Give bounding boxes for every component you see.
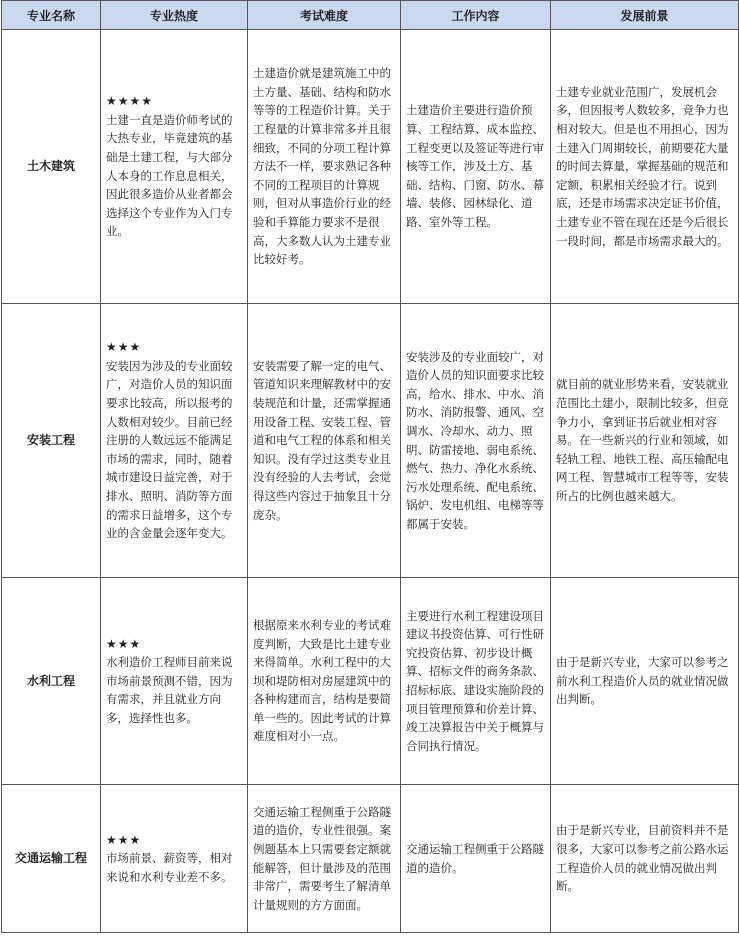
star-rating: ★★★: [106, 832, 142, 847]
header-prospects: 发展前景: [551, 1, 739, 30]
popularity-cell: [101, 578, 248, 785]
major-name: 安装工程: [2, 304, 101, 578]
prospect-cell: 土建专业就业范围广，发展机会多，但因报考人数较多，竞争力也相对较大。但是也不用担心，因为土建入门周期较长，前期要花大量的时间去算量，掌握基础的规范和定额，积累相关经验才行。说到底，还是市场需求决定证书价值，土建专业不管在现在还是今后很长一段时间，都是市场需求最大的。: [551, 30, 739, 304]
work-cell: 主要进行水利工程建设项目建议书投资估算、可行性研究投资估算、初步设计概算、招标文件的商务条款、招标标底、建设实施阶段的项目管理预算和价差计算、竣工决算报告中关于概算与合同执行情况。: [401, 578, 551, 785]
major-name: 水利工程: [2, 578, 101, 785]
popularity-cell: [101, 785, 248, 933]
difficulty-cell: 安装需要了解一定的电气、管道知识来理解教材中的安装规范和计量，还需掌握通用设备工程、安装工程、管道和电气工程的体系和相关知识。没有学过这类专业且没有经验的人去考试，会觉得这些内容过于抽象且十分庞杂。: [248, 304, 401, 578]
popularity-cell: [101, 30, 248, 304]
popularity-text: 市场前景、薪资等，相对来说和水利专业差不多。: [106, 851, 233, 884]
difficulty-cell: 交通运输工程侧重于公路隧道的造价，专业性很强。案例题基本上只需要套定额就能解答，但计量涉及的范围非常广，需要考生了解清单计量规则的方方面面。: [248, 785, 401, 933]
work-cell: 交通运输工程侧重于公路隧道的造价。: [401, 785, 551, 933]
difficulty-cell: 根据原来水利专业的考试难度判断，大致是比土建专业来得简单。水利工程中的大坝和堤防相对房屋建筑中的各种构建而言，结构是要简单一些的。因此考试的计算难度相对小一点。: [248, 578, 401, 785]
popularity-text: 水利造价工程师目前来说市场前景预测不错，因为有需求，并且就业方向多，选择性也多。: [106, 655, 233, 725]
popularity-cell: [101, 304, 248, 578]
table-row: [2, 785, 739, 933]
star-rating: ★★★★: [106, 94, 154, 109]
table-row: [2, 30, 739, 304]
header-row: [2, 1, 739, 30]
header-major-name: 专业名称: [2, 1, 101, 30]
popularity-text: 土建一直是造价师考试的大热专业，毕竟建筑的基础是土建工程，与大部分人本身的工作息息相关，因此很多造价从业者都会选择这个专业作为入门专业。: [106, 112, 233, 239]
star-rating: ★★★: [106, 636, 142, 651]
star-rating: ★★★: [106, 340, 142, 355]
comparison-table: [1, 0, 739, 933]
prospect-cell: 由于是新兴专业，大家可以参考之前水利工程造价人员的就业情况做出判断。: [551, 578, 739, 785]
table-row: [2, 304, 739, 578]
prospect-cell: 就目前的就业形势来看，安装就业范围比土建小，限制比较多，但竞争力小，拿到证书后就业相对容易。在一些新兴的行业和领域，如轻轨工程、地铁工程、高压输配电网工程、智慧城市工程等等，安装所占的比例也越来越大。: [551, 304, 739, 578]
work-cell: 土建造价主要进行造价预算、工程结算、成本监控、工程变更以及签证等进行审核等工作，涉及土方、基础、结构、门窗、防水、幕墙、装修、园林绿化、道路、室外等工程。: [401, 30, 551, 304]
prospect-cell: 由于是新兴专业，目前资料并不是很多，大家可以参考之前公路水运工程造价人员的就业情况做出判断。: [551, 785, 739, 933]
major-name: 土木建筑: [2, 30, 101, 304]
table-row: [2, 578, 739, 785]
popularity-text: 安装因为涉及的专业面较广，对造价人员的知识面要求比较高，所以报考的人数相对较少。目前已经注册的人数远远不能满足市场的需求，同时，随着城市建设日益完善，对于排水、照明、消防等方面的需求日益增多，这个专业的含金量会逐年变大。: [106, 358, 233, 541]
header-work-content: 工作内容: [401, 1, 551, 30]
header-exam-difficulty: 考试难度: [248, 1, 401, 30]
major-name: 交通运输工程: [2, 785, 101, 933]
difficulty-cell: 土建造价就是建筑施工中的土方量、基础、结构和防水等等的工程造价计算。关于工程量的计算非常多并且很细致，不同的分项工程计算方法不一样，要求熟记各种不同的工程项目的计算规则，但对从事造价行业的经验和手算能力要求不是很高，大多数人认为土建专业比较好考。: [248, 30, 401, 304]
header-popularity: 专业热度: [101, 1, 248, 30]
work-cell: 安装涉及的专业面较广，对造价人员的知识面要求比较高，给水、排水、中水、消防水、消防报警、通风、空调水、冷却水、动力、照明、防雷接地、弱电系统、燃气、热力、净化水系统、污水处理系统、配电系统、锅炉、发电机组、电梯等等都属于安装。: [401, 304, 551, 578]
